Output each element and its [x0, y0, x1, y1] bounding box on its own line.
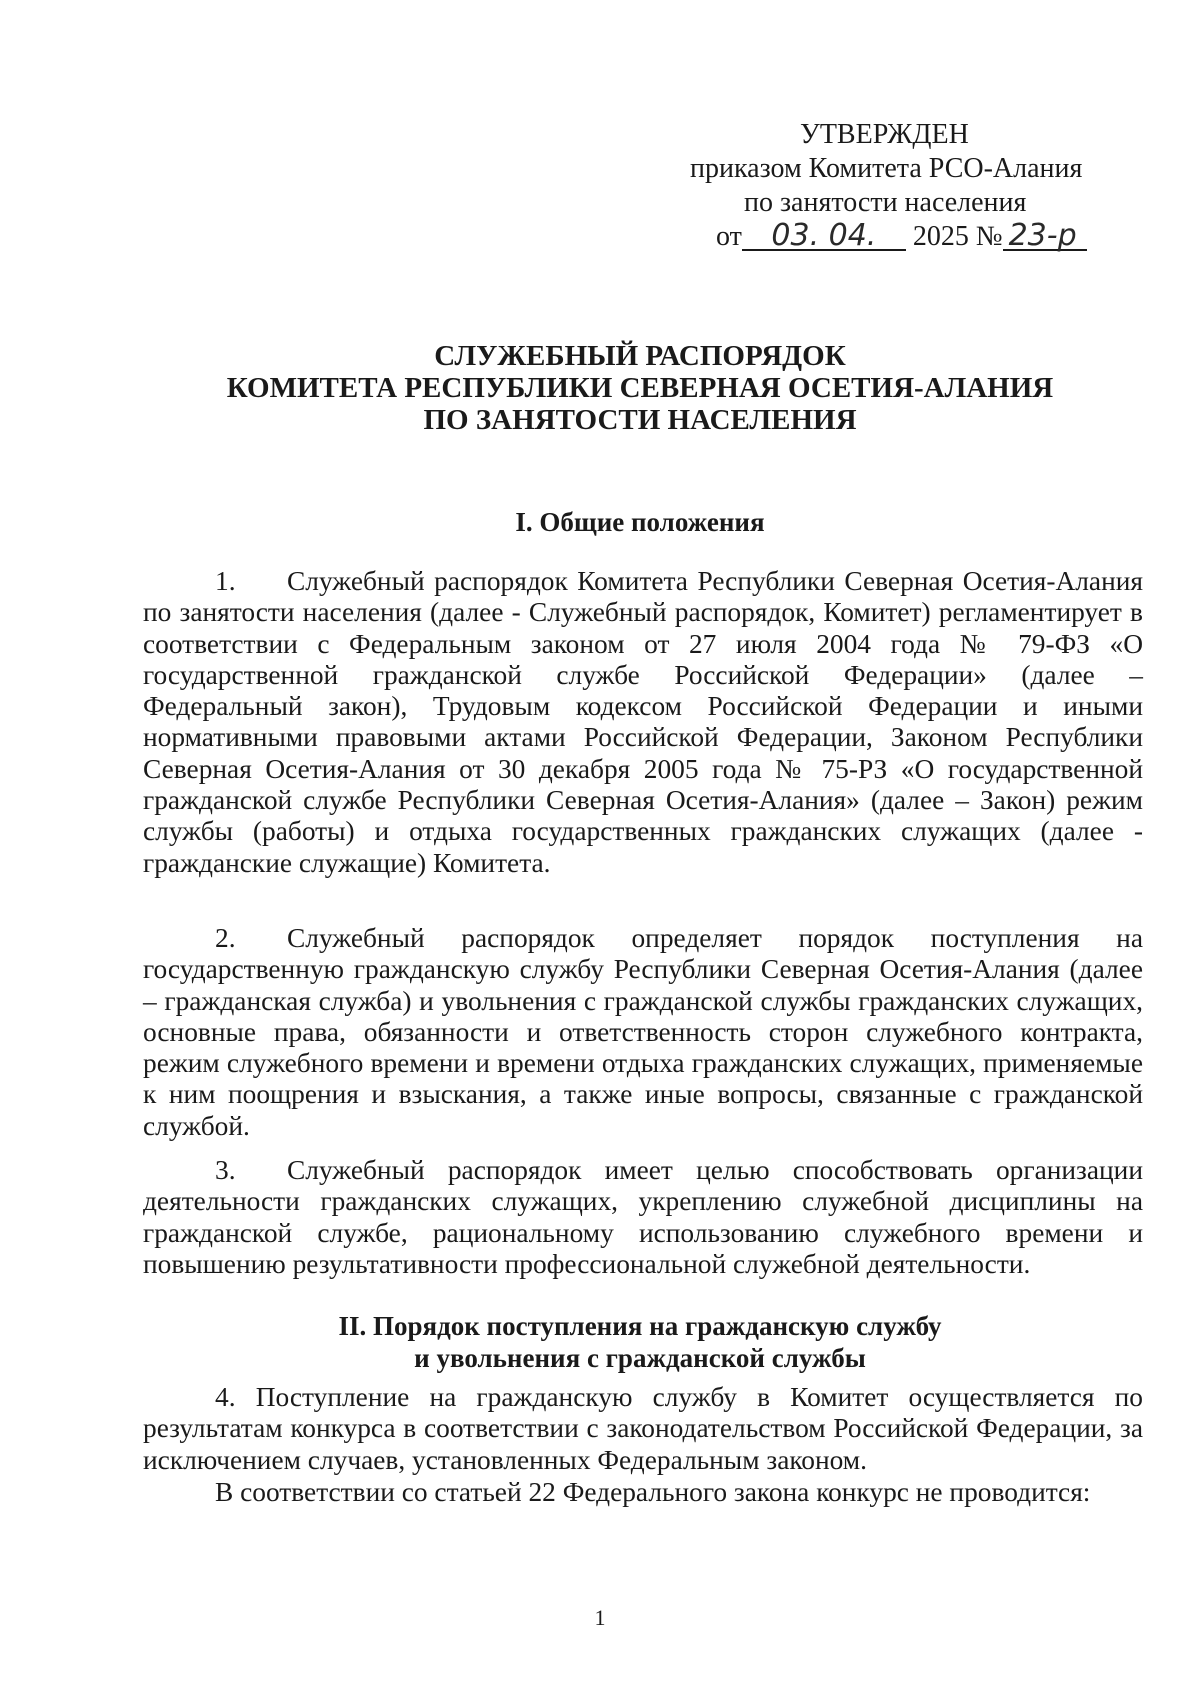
approval-title: УТВЕРЖДЕН — [800, 119, 969, 150]
paragraph-number: 2. — [215, 923, 236, 953]
paragraph-number: 4. — [215, 1382, 236, 1412]
paragraph-4 — [143, 1382, 1143, 1476]
page-number: 1 — [594, 1605, 606, 1630]
approval-year: 2025 № — [912, 221, 1003, 252]
handwritten-date: 03. 04. — [742, 223, 906, 251]
document-title-line-3: ПО ЗАНЯТОСТИ НАСЕЛЕНИЯ — [423, 404, 857, 436]
section-1-heading-text: I. Общие положения — [515, 507, 765, 537]
paragraph-1 — [143, 566, 1143, 879]
paragraph-3 — [143, 1155, 1143, 1280]
paragraph-text: Служебный распорядок определяет порядок поступления на государственную гражданскую службу Республики Северная Осетия-Алания (далее – гражданская служба) и увольнения с гражданской службы гражданских служащих, основные права, обязанности и ответственность сторон служебного контракта, режим служебного времени и времени отдыха гражданских служащих, применяемые к ним поощрения и взыскания, а также иные вопросы, связанные с гражданской службой. — [143, 923, 1143, 1141]
paragraph-5 — [143, 1477, 1143, 1508]
paragraph-text: Поступление на гражданскую службу в Комитет осуществляется по результатам конкурса в соответствии с законодательством Российской Федерации, за исключением случаев, установленных Федеральным законом. — [143, 1382, 1143, 1475]
section-2-heading-line-2: и увольнения с гражданской службы — [414, 1343, 866, 1373]
approval-order-line: приказом Комитета РСО-Алания — [690, 153, 1083, 184]
paragraph-number: 1. — [215, 566, 236, 596]
paragraph-text: В соответствии со статьей 22 Федерального закона конкурс не проводится: — [215, 1477, 1091, 1507]
handwritten-order-number: 23-р — [1003, 223, 1087, 251]
document-title-line-1: СЛУЖЕБНЫЙ РАСПОРЯДОК — [434, 340, 846, 372]
approval-date-prefix: от — [716, 221, 742, 252]
paragraph-text: Служебный распорядок имеет целью способствовать организации деятельности гражданских служащих, укреплению служебной дисциплины на гражданской службе, рациональному использованию служебного времени и повышению результативности профессиональной служебной деятельности. — [143, 1155, 1143, 1279]
paragraph-text: Служебный распорядок Комитета Республики Северная Осетия-Алания по занятости населения (далее - Служебный распорядок, Комитет) регламентирует в соответствии с Федеральным законом от 27 июля 2004 года № 79-ФЗ «О государственной гражданской службе Российской Федерации» (далее – Федеральный закон), Трудовым кодексом Российской Федерации и иными нормативными правовыми актами Российской Федерации, Законом Республики Северная Осетия-Алания от 30 декабря 2005 года № 75-РЗ «О государственной гражданской службе Республики Северная Осетия-Алания» (далее – Закон) режим службы (работы) и отдыха государственных гражданских служащих (далее - гражданские служащие) Комитета. — [143, 566, 1143, 878]
section-2-heading — [120, 1310, 1160, 1374]
section-1-heading — [120, 506, 1160, 538]
document-title — [120, 340, 1160, 436]
paragraph-2 — [143, 923, 1143, 1142]
document-title-line-2: КОМИТЕТА РЕСПУБЛИКИ СЕВЕРНАЯ ОСЕТИЯ-АЛАНИЯ — [226, 372, 1054, 404]
paragraph-number: 3. — [215, 1155, 236, 1185]
approval-committee-line: по занятости населения — [744, 187, 1027, 218]
approval-stamp-block — [690, 118, 1110, 254]
section-2-heading-line-1: II. Порядок поступления на гражданскую службу — [338, 1311, 942, 1341]
approval-date-line — [716, 220, 1110, 254]
